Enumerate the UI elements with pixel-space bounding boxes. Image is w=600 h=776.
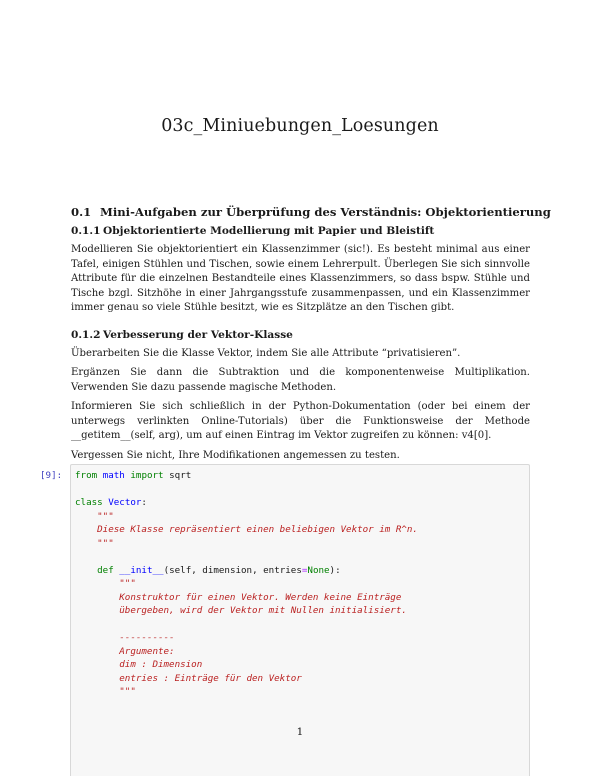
code-line: Argumente: <box>119 645 175 657</box>
code-line: class Vector: <box>75 497 147 508</box>
paragraph-testing: Vergessen Sie nicht, Ihre Modifikationen angemessen zu testen. <box>71 450 400 462</box>
paragraph-privatize: Überarbeiten Sie die Klasse Vektor, indem Sie alle Attribute “privatisieren”. <box>71 348 461 360</box>
code-line: from math import sqrt <box>75 470 192 481</box>
code-line: dim : Dimension <box>119 659 203 670</box>
subsection-title-2: Verbesserung der Vektor-Klasse <box>103 329 293 341</box>
paragraph-getitem: Informieren Sie sich schließlich in der Python-Dokumentation (oder bei einem der unterwegs verlinkten Online-Tutorials) über die Funktionsweise der Methode __getitem__(self, arg), um auf einen Eintrag im Vektor zugreifen zu können: v4[0]. <box>71 401 530 442</box>
code-line: Diese Klasse repräsentiert einen beliebigen Vektor im R^n. <box>97 524 418 535</box>
code-line: Konstruktor für einen Vektor. Werden keine Einträge <box>119 591 402 603</box>
section-heading <box>71 205 551 219</box>
code-block <box>75 469 418 699</box>
code-line: """ <box>97 537 114 549</box>
paragraph-classroom: Modellieren Sie objektorientiert ein Klassenzimmer (sic!). Es besteht minimal aus einer Tafel, einigen Stühlen und Tischen, sowie einem Lehrerpult. Überlegen Sie sich sinnvolle Attribute für die einzelnen Bestandteile eines Klassenzimmers, so dass bspw. Stühle und Tische bzgl. Sitzhöhe in einer Jahrgangsstufe zusammenpassen, und ein Klassenzimmer immer genau so viele Stühle besitzt, wie es Sitzplätze an den Tischen gibt. <box>71 244 530 314</box>
code-line: """ <box>119 578 136 589</box>
section-title: Mini-Aufgaben zur Überprüfung des Verständnis: Objektorientierung <box>100 205 551 219</box>
cell-prompt: [9]: <box>40 470 63 481</box>
section-number: 0.1 <box>71 205 92 219</box>
paragraph-subtraction: Ergänzen Sie dann die Subtraktion und die komponentenweise Multiplikation. Verwenden Sie dazu passende magische Methoden. <box>71 367 530 393</box>
code-line: übergeben, wird der Vektor mit Nullen initialisiert. <box>119 605 407 616</box>
code-line: def __init__(self, dimension, entries=None): <box>97 564 341 576</box>
subsection-heading-1 <box>71 225 434 237</box>
page-title: 03c_Miniuebungen_Loesungen <box>161 116 439 136</box>
subsection-number-1: 0.1.1 <box>71 225 101 237</box>
subsection-heading-2 <box>71 329 293 341</box>
subsection-number-2: 0.1.2 <box>71 329 101 341</box>
code-line: """ <box>97 510 114 522</box>
code-line: """ <box>119 686 136 697</box>
page-number: 1 <box>296 726 304 738</box>
code-line: ---------- <box>119 632 175 643</box>
code-line: entries : Einträge für den Vektor <box>119 672 302 684</box>
subsection-title-1: Objektorientierte Modellierung mit Papier und Bleistift <box>103 225 435 237</box>
